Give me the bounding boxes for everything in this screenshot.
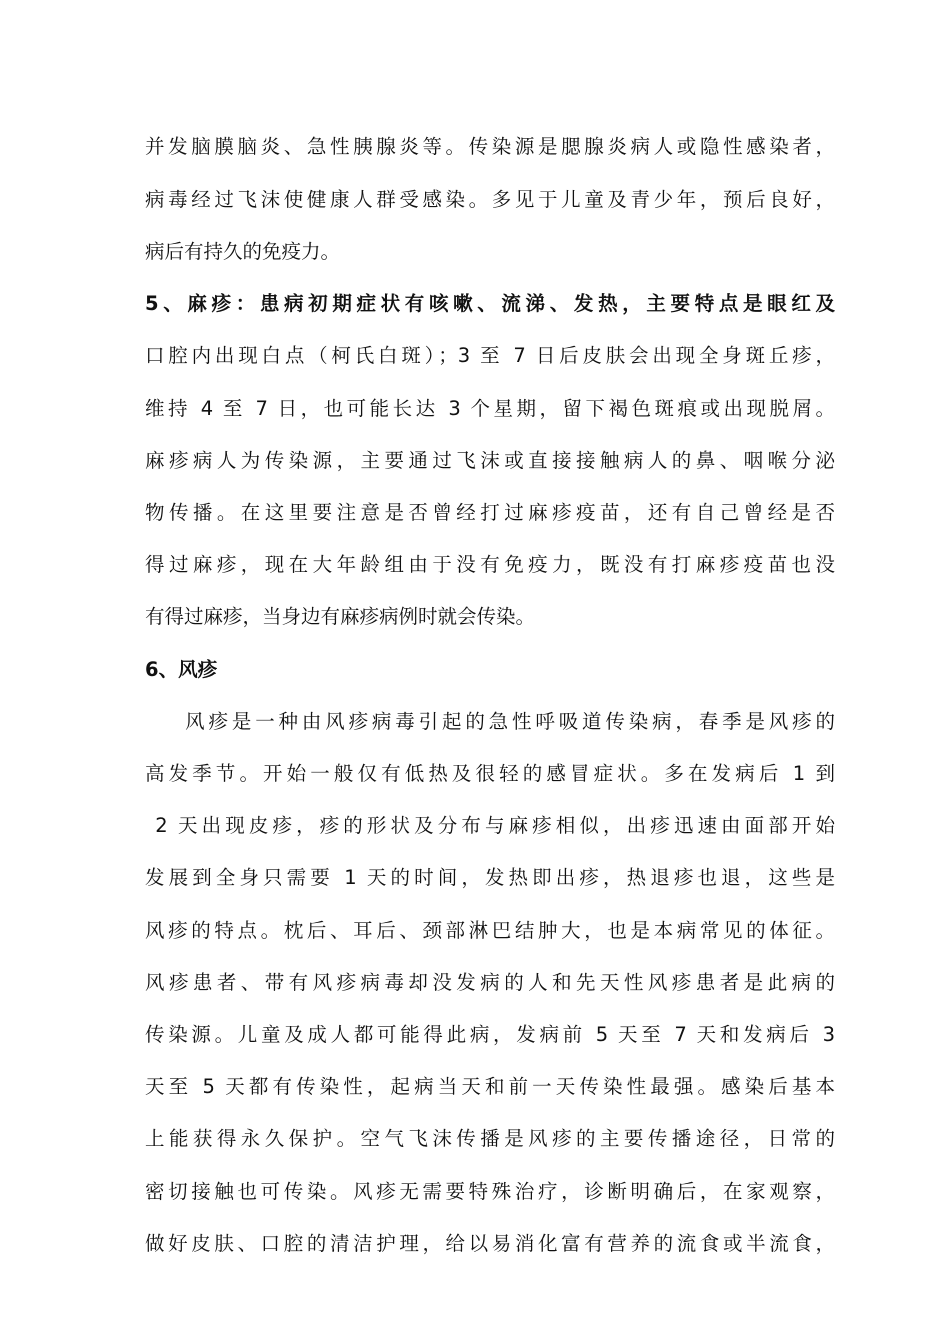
paragraph-line: 风疹的特点。枕后、耳后、颈部淋巴结肿大，也是本病常见的体征。 xyxy=(145,919,835,942)
paragraph-line: 密切接触也可传染。风疹无需要特殊治疗，诊断明确后，在家观察， xyxy=(145,1180,835,1203)
paragraph-line: 得过麻疹，现在大年龄组由于没有免疫力，既没有打麻疹疫苗也没 xyxy=(145,553,835,576)
paragraph-line: 物传播。在这里要注意是否曾经打过麻疹疫苗，还有自己曾经是否 xyxy=(145,501,835,524)
paragraph-line: 做好皮肤、口腔的清洁护理，给以易消化富有营养的流食或半流食， xyxy=(145,1232,835,1255)
paragraph-line: 维持 4 至 7 日，也可能长达 3 个星期，留下褐色斑痕或出现脱屑。 xyxy=(145,397,835,420)
paragraph-line: 并发脑膜脑炎、急性胰腺炎等。传染源是腮腺炎病人或隐性感染者， xyxy=(145,135,835,158)
paragraph-line: 传染源。儿童及成人都可能得此病，发病前 5 天至 7 天和发病后 3 xyxy=(145,1023,835,1046)
paragraph-line: 麻疹病人为传染源，主要通过飞沫或直接接触病人的鼻、咽喉分泌 xyxy=(145,449,835,472)
paragraph-line: 风疹是一种由风疹病毒引起的急性呼吸道传染病，春季是风疹的 xyxy=(145,710,835,733)
paragraph-line: 2 天出现皮疹，疹的形状及分布与麻疹相似，出疹迅速由面部开始 xyxy=(145,814,835,837)
paragraph-line: 天至 5 天都有传染性，起病当天和前一天传染性最强。感染后基本 xyxy=(145,1075,835,1098)
paragraph-line: 上能获得永久保护。空气飞沫传播是风疹的主要传播途径，日常的 xyxy=(145,1127,835,1150)
paragraph-line: 风疹患者、带有风疹病毒却没发病的人和先天性风疹患者是此病的 xyxy=(145,971,835,994)
section-heading-measles: 5、麻疹：患病初期症状有咳嗽、流涕、发热，主要特点是眼红及 xyxy=(145,292,835,315)
paragraph-line: 口腔内出现白点（柯氏白斑）；3 至 7 日后皮肤会出现全身斑丘疹， xyxy=(145,344,835,367)
paragraph-line: 高发季节。开始一般仅有低热及很轻的感冒症状。多在发病后 1 到 xyxy=(145,762,835,785)
paragraph-line: 病毒经过飞沫使健康人群受感染。多见于儿童及青少年，预后良好， xyxy=(145,188,835,211)
paragraph-line: 病后有持久的免疫力。 xyxy=(145,240,341,263)
section-heading-rubella: 6、风疹 xyxy=(145,658,218,681)
paragraph-line: 有得过麻疹，当身边有麻疹病例时就会传染。 xyxy=(145,605,536,628)
paragraph-line: 发展到全身只需要 1 天的时间，发热即出疹，热退疹也退，这些是 xyxy=(145,866,835,889)
